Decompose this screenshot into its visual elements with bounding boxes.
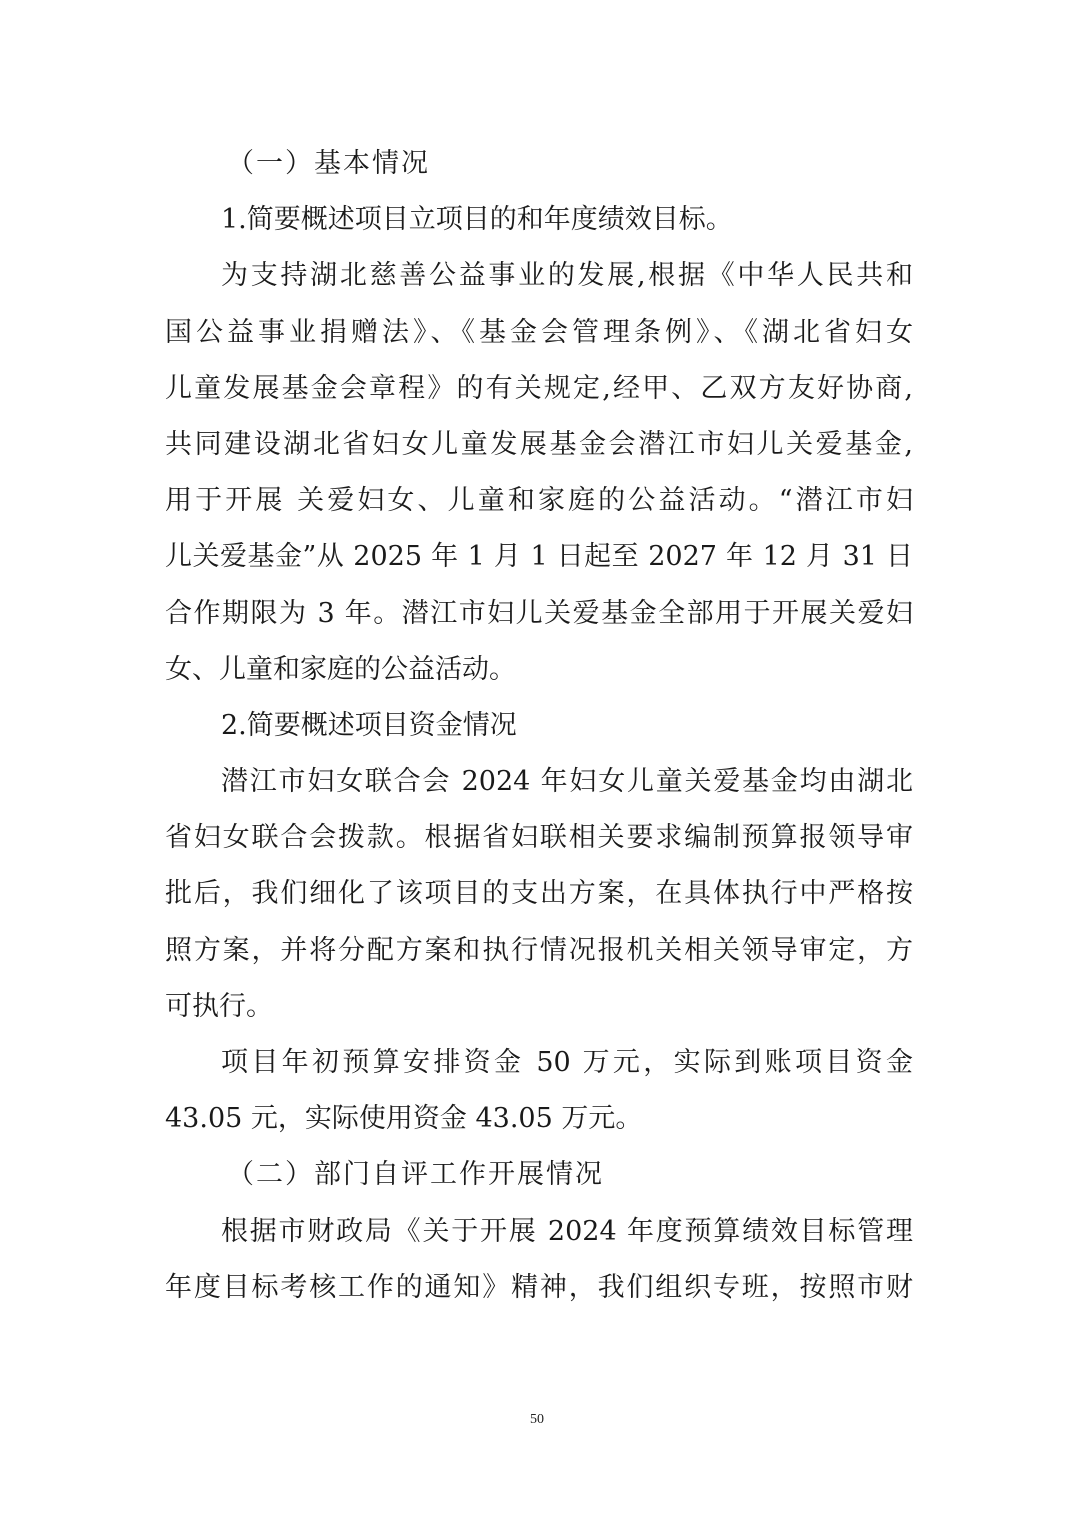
paragraph-line: 共同建设湖北省妇女儿童发展基金会潜江市妇儿关爱基金, xyxy=(165,428,913,460)
paragraph-line: 国公益事业捐赠法》、《基金会管理条例》、《湖北省妇女 xyxy=(165,316,913,348)
paragraph-line: 项目年初预算安排资金 50 万元，实际到账项目资金 xyxy=(221,1047,913,1078)
section-heading-self-evaluation: （二）部门自评工作开展情况 xyxy=(227,1159,604,1191)
section-heading-basic-info: （一）基本情况 xyxy=(227,148,430,179)
paragraph-line: 年度目标考核工作的通知》精神，我们组织专班，按照市财 xyxy=(165,1271,913,1303)
paragraph-line: 43.05 元，实际使用资金 43.05 万元。 xyxy=(165,1103,643,1135)
paragraph-line: 用于开展 关爱妇女、儿童和家庭的公益活动。“潜江市妇 xyxy=(165,485,913,517)
paragraph-line: 潜江市妇女联合会 2024 年妇女儿童关爱基金均由湖北 xyxy=(221,766,913,798)
paragraph-line: 根据市财政局《关于开展 2024 年度预算绩效目标管理 xyxy=(221,1215,913,1247)
subheading-project-goals: 1.简要概述项目立项目的和年度绩效目标。 xyxy=(221,204,733,236)
paragraph-line: 可执行。 xyxy=(165,990,273,1022)
paragraph-line: 批后，我们细化了该项目的支出方案，在具体执行中严格按 xyxy=(165,878,913,910)
body-text xyxy=(165,136,913,1316)
paragraph-line: 儿童发展基金会章程》的有关规定,经甲、乙双方友好协商, xyxy=(165,372,913,404)
paragraph-line: 省妇女联合会拨款。根据省妇联相关要求编制预算报领导审 xyxy=(165,822,913,854)
page-number: 50 xyxy=(530,1412,544,1427)
paragraph-line: 女、儿童和家庭的公益活动。 xyxy=(165,653,516,685)
paragraph-line: 合作期限为 3 年。潜江市妇儿关爱基金全部用于开展关爱妇 xyxy=(165,597,913,629)
paragraph-line: 儿关爱基金”从 2025 年 1 月 1 日起至 2027 年 12 月 31 日 xyxy=(165,541,913,573)
subheading-project-funds: 2.简要概述项目资金情况 xyxy=(221,709,517,741)
paragraph-line: 照方案，并将分配方案和执行情况报机关相关领导审定，方 xyxy=(165,934,913,966)
paragraph-line: 为支持湖北慈善公益事业的发展,根据《中华人民共和 xyxy=(221,260,913,292)
